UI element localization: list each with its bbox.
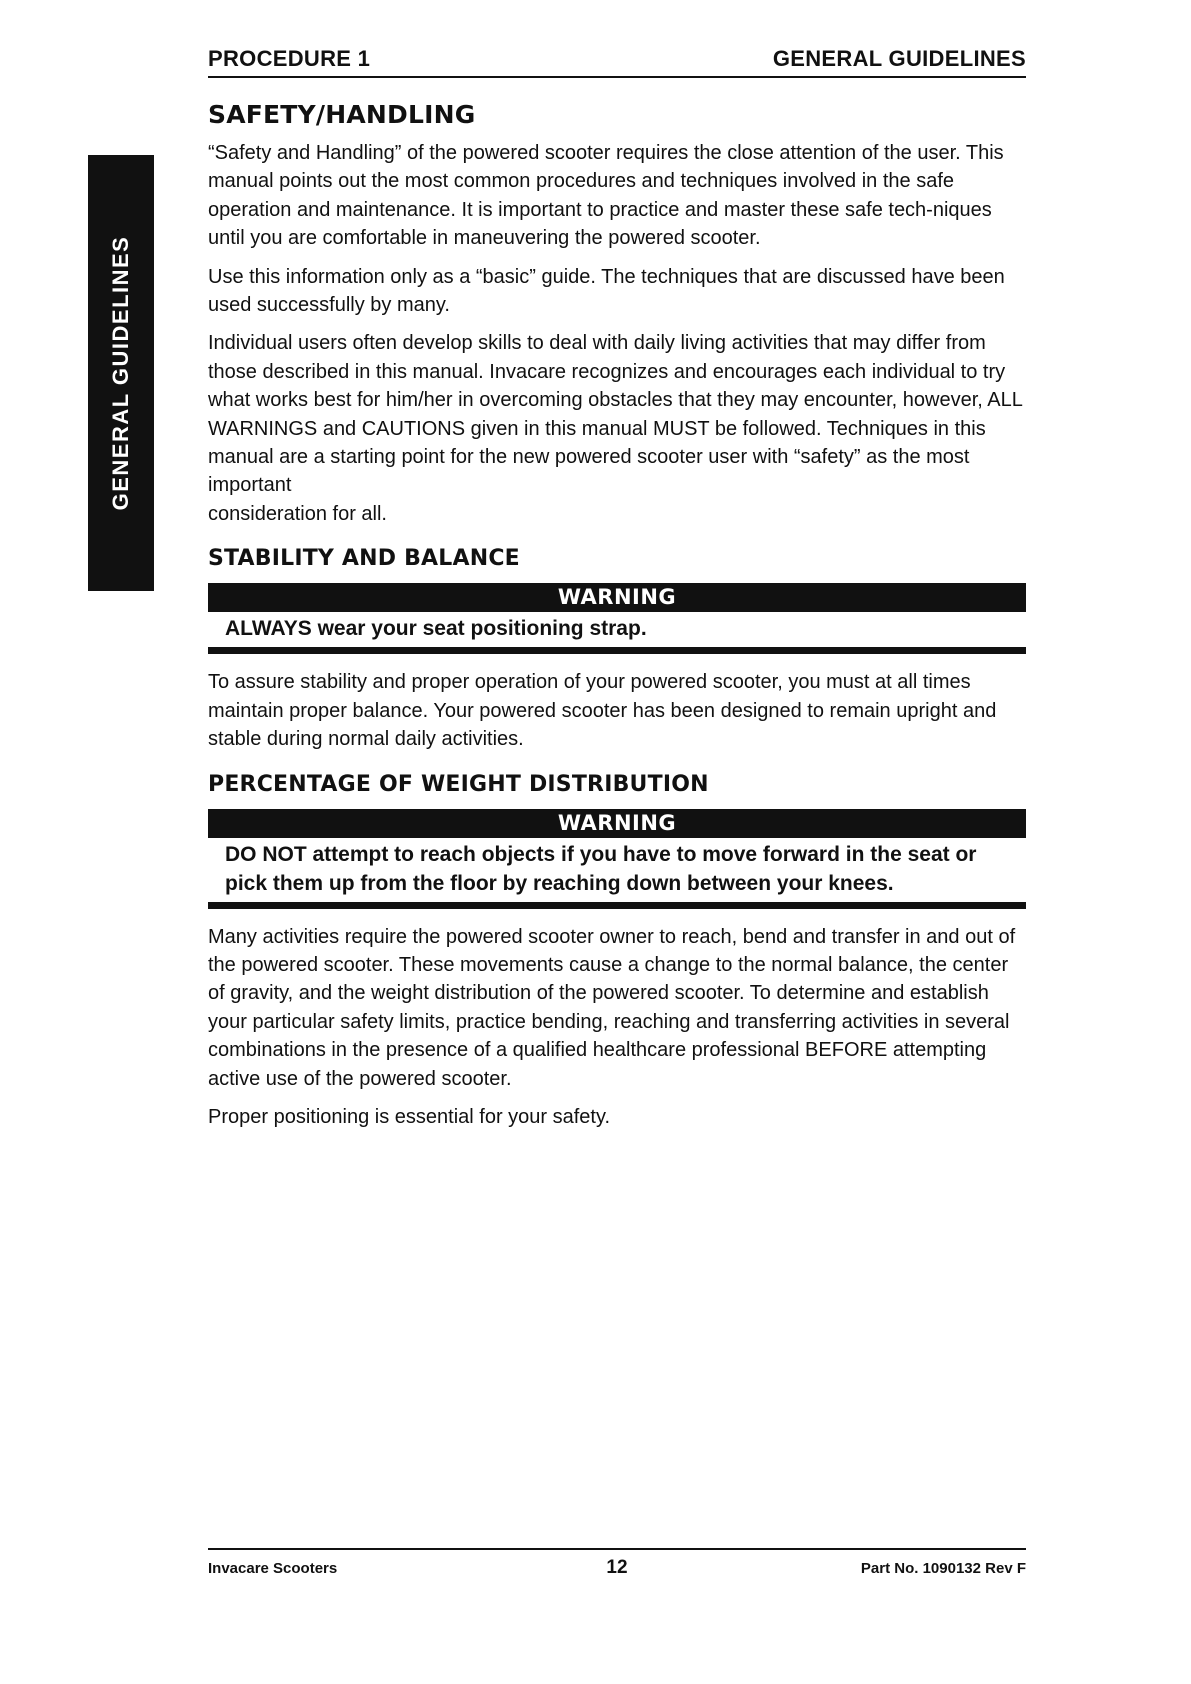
heading-weight-distribution: PERCENTAGE OF WEIGHT DISTRIBUTION bbox=[208, 771, 709, 797]
page-footer bbox=[208, 1548, 1026, 1584]
safety-paragraph-3: Individual users often develop skills to deal with daily living activities that may differ from those described in this manual. Invacare recognizes and encourages each individual to try what works best for him/her in overcoming obstacles that they may encounter, however, ALL WARNINGS and CAUTIONS given in this manual MUST be followed. Techniques in this manual are a starting point for the new powered scooter user with “safety” as the most important bbox=[208, 332, 1023, 497]
weight-warning bbox=[208, 809, 1026, 909]
warning-rule bbox=[208, 647, 1026, 654]
warning-text: ALWAYS wear your seat positioning strap. bbox=[225, 617, 647, 641]
stability-warning bbox=[208, 583, 1026, 654]
side-tab-label: GENERAL GUIDELINES bbox=[108, 235, 133, 511]
footer-part-number: Part No. 1090132 Rev F bbox=[860, 1560, 1026, 1577]
header-section: GENERAL GUIDELINES bbox=[772, 46, 1026, 71]
footer-page-number: 12 bbox=[606, 1557, 628, 1578]
stability-paragraph: To assure stability and proper operation of your powered scooter, you must at all times maintain proper balance. Your powered scooter has been designed to remain upright and stable during normal daily activities. bbox=[208, 671, 997, 751]
heading-safety-handling: SAFETY/HANDLING bbox=[208, 100, 476, 129]
weight-paragraph-1: Many activities require the powered scooter owner to reach, bend and transfer in and out of the powered scooter. These movements cause a change to the normal balance, the center of gravity, and the weight distribution of the powered scooter. To determine and establish your particular safety limits, practice bending, reaching and transferring activities in several combinations in the presence of a qualified healthcare professional BEFORE attempting active use of the powered scooter. bbox=[208, 925, 1016, 1090]
header-procedure: PROCEDURE 1 bbox=[208, 46, 371, 71]
warning-rule bbox=[208, 902, 1026, 909]
warning-text: DO NOT attempt to reach objects if you have to move forward in the seat or pick them up from the floor by reaching down between your knees. bbox=[225, 842, 977, 895]
page-header bbox=[208, 44, 1026, 78]
warning-label: WARNING bbox=[208, 809, 1026, 838]
safety-paragraph-2: Use this information only as a “basic” guide. The techniques that are discussed have been used successfully by many. bbox=[208, 265, 1005, 317]
side-tab bbox=[88, 155, 154, 591]
footer-brand: Invacare Scooters bbox=[208, 1560, 338, 1577]
heading-stability-balance: STABILITY AND BALANCE bbox=[208, 546, 520, 572]
main-content bbox=[208, 100, 1026, 1131]
safety-paragraph-1: “Safety and Handling” of the powered scooter requires the close attention of the user. This manual points out the most common procedures and techniques involved in the safe operation and maintenance. It is important to practice and master these safe tech-niques until you are comfortable in maneuvering the powered scooter. bbox=[208, 142, 1004, 250]
weight-paragraph-2: Proper positioning is essential for your safety. bbox=[208, 1105, 611, 1128]
safety-paragraph-3-end: consideration for all. bbox=[208, 502, 387, 525]
warning-label: WARNING bbox=[208, 583, 1026, 612]
